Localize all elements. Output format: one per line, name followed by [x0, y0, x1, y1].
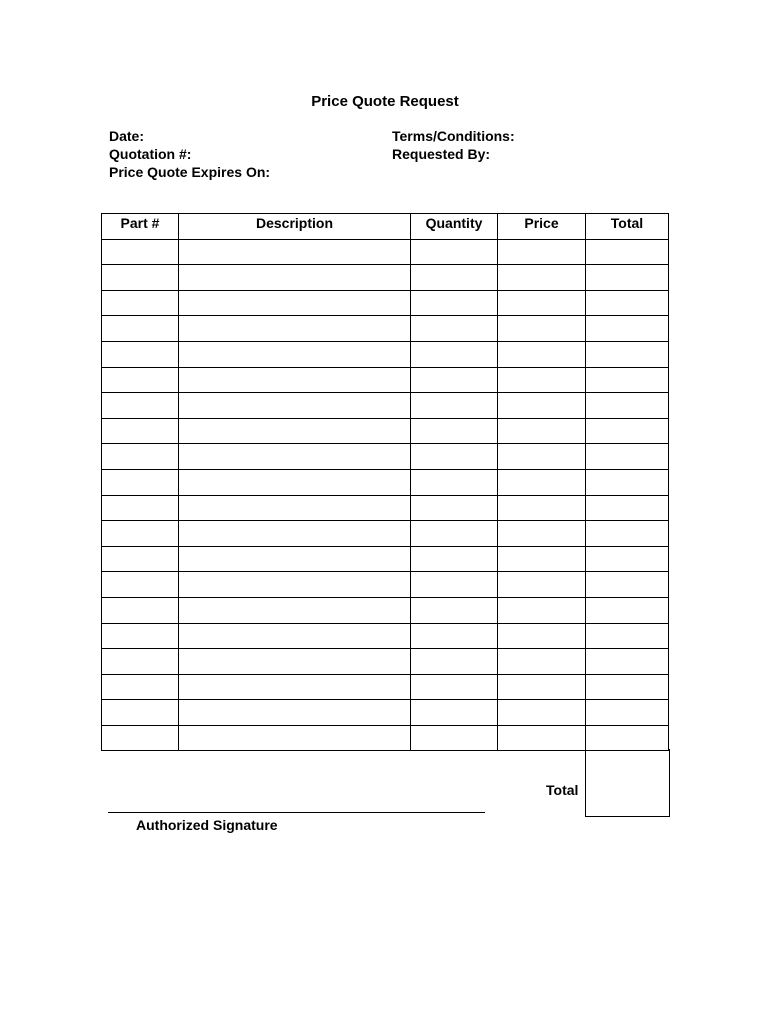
cell-description [179, 649, 411, 675]
cell-description [179, 444, 411, 470]
cell-part [102, 623, 179, 649]
table-row [102, 265, 669, 291]
quotation-number-label: Quotation #: [109, 146, 192, 162]
cell-quantity [411, 265, 498, 291]
cell-part [102, 290, 179, 316]
expires-on-label: Price Quote Expires On: [109, 164, 271, 180]
page-title: Price Quote Request [311, 93, 459, 110]
cell-total [586, 623, 669, 649]
cell-price [498, 341, 586, 367]
cell-price [498, 495, 586, 521]
signature-line [108, 812, 485, 813]
cell-description [179, 341, 411, 367]
cell-price [498, 546, 586, 572]
cell-price [498, 444, 586, 470]
cell-total [586, 444, 669, 470]
table-row [102, 316, 669, 342]
cell-description [179, 623, 411, 649]
cell-description [179, 316, 411, 342]
cell-total [586, 572, 669, 598]
table-row [102, 521, 669, 547]
cell-total [586, 649, 669, 675]
cell-quantity [411, 239, 498, 265]
table-row [102, 444, 669, 470]
table-row [102, 418, 669, 444]
cell-description [179, 572, 411, 598]
cell-quantity [411, 418, 498, 444]
table-row [102, 674, 669, 700]
signature-label: Authorized Signature [136, 817, 278, 833]
cell-quantity [411, 572, 498, 598]
cell-part [102, 572, 179, 598]
cell-description [179, 546, 411, 572]
cell-quantity [411, 521, 498, 547]
cell-price [498, 700, 586, 726]
cell-part [102, 341, 179, 367]
grand-total-box [585, 749, 670, 817]
table-row [102, 495, 669, 521]
cell-description [179, 521, 411, 547]
cell-quantity [411, 546, 498, 572]
cell-total [586, 239, 669, 265]
cell-part [102, 495, 179, 521]
cell-part [102, 316, 179, 342]
cell-price [498, 597, 586, 623]
cell-description [179, 674, 411, 700]
cell-total [586, 367, 669, 393]
cell-total [586, 341, 669, 367]
cell-quantity [411, 623, 498, 649]
cell-quantity [411, 597, 498, 623]
table-row [102, 367, 669, 393]
table-row [102, 393, 669, 419]
cell-part [102, 700, 179, 726]
cell-quantity [411, 469, 498, 495]
cell-part [102, 597, 179, 623]
cell-part [102, 521, 179, 547]
cell-price [498, 521, 586, 547]
cell-quantity [411, 367, 498, 393]
cell-total [586, 546, 669, 572]
cell-description [179, 469, 411, 495]
column-header-description: Description [179, 214, 411, 240]
table-row [102, 623, 669, 649]
cell-total [586, 393, 669, 419]
cell-part [102, 265, 179, 291]
cell-part [102, 674, 179, 700]
cell-total [586, 469, 669, 495]
cell-quantity [411, 290, 498, 316]
cell-price [498, 674, 586, 700]
cell-total [586, 418, 669, 444]
cell-quantity [411, 700, 498, 726]
cell-quantity [411, 341, 498, 367]
quote-table [101, 213, 669, 751]
cell-price [498, 316, 586, 342]
table-header-row [102, 214, 669, 240]
cell-description [179, 725, 411, 751]
cell-total [586, 316, 669, 342]
cell-quantity [411, 393, 498, 419]
date-label: Date: [109, 128, 145, 144]
cell-description [179, 393, 411, 419]
cell-description [179, 700, 411, 726]
cell-total [586, 521, 669, 547]
table-row [102, 725, 669, 751]
column-header-price: Price [498, 214, 586, 240]
cell-price [498, 367, 586, 393]
cell-part [102, 418, 179, 444]
cell-part [102, 725, 179, 751]
table-row [102, 700, 669, 726]
cell-quantity [411, 725, 498, 751]
cell-description [179, 597, 411, 623]
cell-price [498, 418, 586, 444]
cell-description [179, 290, 411, 316]
cell-price [498, 265, 586, 291]
cell-price [498, 572, 586, 598]
cell-total [586, 265, 669, 291]
cell-price [498, 725, 586, 751]
cell-part [102, 649, 179, 675]
cell-quantity [411, 674, 498, 700]
cell-price [498, 623, 586, 649]
cell-price [498, 469, 586, 495]
cell-price [498, 290, 586, 316]
cell-total [586, 674, 669, 700]
cell-description [179, 495, 411, 521]
cell-description [179, 418, 411, 444]
terms-conditions-label: Terms/Conditions: [392, 128, 515, 144]
cell-part [102, 469, 179, 495]
cell-total [586, 597, 669, 623]
cell-price [498, 649, 586, 675]
column-header-quantity: Quantity [411, 214, 498, 240]
table-row [102, 239, 669, 265]
cell-quantity [411, 495, 498, 521]
cell-price [498, 393, 586, 419]
cell-description [179, 367, 411, 393]
table-row [102, 290, 669, 316]
table-row [102, 572, 669, 598]
column-header-total: Total [586, 214, 669, 240]
cell-total [586, 290, 669, 316]
cell-total [586, 725, 669, 751]
cell-total [586, 700, 669, 726]
quote-table-body [102, 239, 669, 751]
cell-quantity [411, 649, 498, 675]
cell-quantity [411, 444, 498, 470]
cell-part [102, 239, 179, 265]
table-row [102, 546, 669, 572]
cell-total [586, 495, 669, 521]
cell-part [102, 546, 179, 572]
table-row [102, 597, 669, 623]
cell-price [498, 239, 586, 265]
table-row [102, 469, 669, 495]
table-row [102, 649, 669, 675]
table-row [102, 341, 669, 367]
cell-description [179, 239, 411, 265]
cell-part [102, 444, 179, 470]
requested-by-label: Requested By: [392, 146, 491, 162]
grand-total-label: Total [546, 782, 579, 798]
cell-quantity [411, 316, 498, 342]
cell-description [179, 265, 411, 291]
cell-part [102, 393, 179, 419]
cell-part [102, 367, 179, 393]
column-header-part: Part # [102, 214, 179, 240]
